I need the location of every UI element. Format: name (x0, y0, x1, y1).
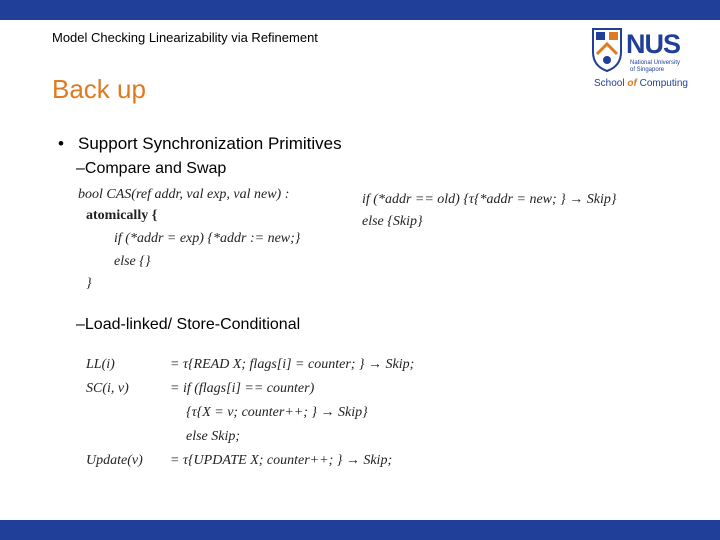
update-rhs: = τ{UPDATE X; counter++; } → Skip; (170, 453, 393, 468)
ll-lhs: LL(i) (86, 357, 115, 372)
cas-if: if (*addr = exp) {*addr := new;} (114, 231, 301, 246)
course-title: Model Checking Linearizability via Refinement (52, 30, 318, 45)
cas-atomically: atomically { (86, 208, 158, 223)
bottom-bar (0, 520, 720, 540)
crest-icon (592, 28, 622, 72)
logo-school (594, 78, 688, 89)
sc-rhs: = if (flags[i] == counter) (170, 381, 315, 396)
school-pre: School (594, 78, 628, 89)
sc-else: else Skip; (186, 429, 241, 444)
sc-body: {τ{X = v; counter++; } → Skip} (186, 405, 368, 420)
school-post: Computing (636, 78, 688, 89)
nus-logo (592, 28, 700, 96)
cas-else: else {} (114, 254, 151, 269)
cas-right-if: if (*addr == old) {τ{*addr = new; } → Skip} (362, 192, 617, 207)
subitem-cas: –Compare and Swap (76, 160, 227, 177)
slide-title: Back up (52, 74, 146, 104)
cas-close: } (86, 276, 92, 291)
bullet-text: Support Synchronization Primitives (78, 134, 342, 153)
cas-right-else: else {Skip} (362, 214, 423, 229)
top-bar (0, 0, 720, 20)
logo-line2: of Singapore (630, 67, 665, 73)
subitem-llsc: –Load-linked/ Store-Conditional (76, 316, 301, 333)
bullet-marker: • (58, 134, 64, 153)
school-of: of (627, 78, 637, 89)
ll-rhs: = τ{READ X; flags[i] = counter; } → Skip; (170, 357, 415, 372)
logo-name: NUS (626, 29, 681, 59)
cas-signature: bool CAS(ref addr, val exp, val new) : (78, 187, 290, 202)
logo-line1: National University (630, 60, 681, 66)
update-lhs: Update(v) (86, 453, 143, 468)
sc-lhs: SC(i, v) (86, 381, 129, 396)
